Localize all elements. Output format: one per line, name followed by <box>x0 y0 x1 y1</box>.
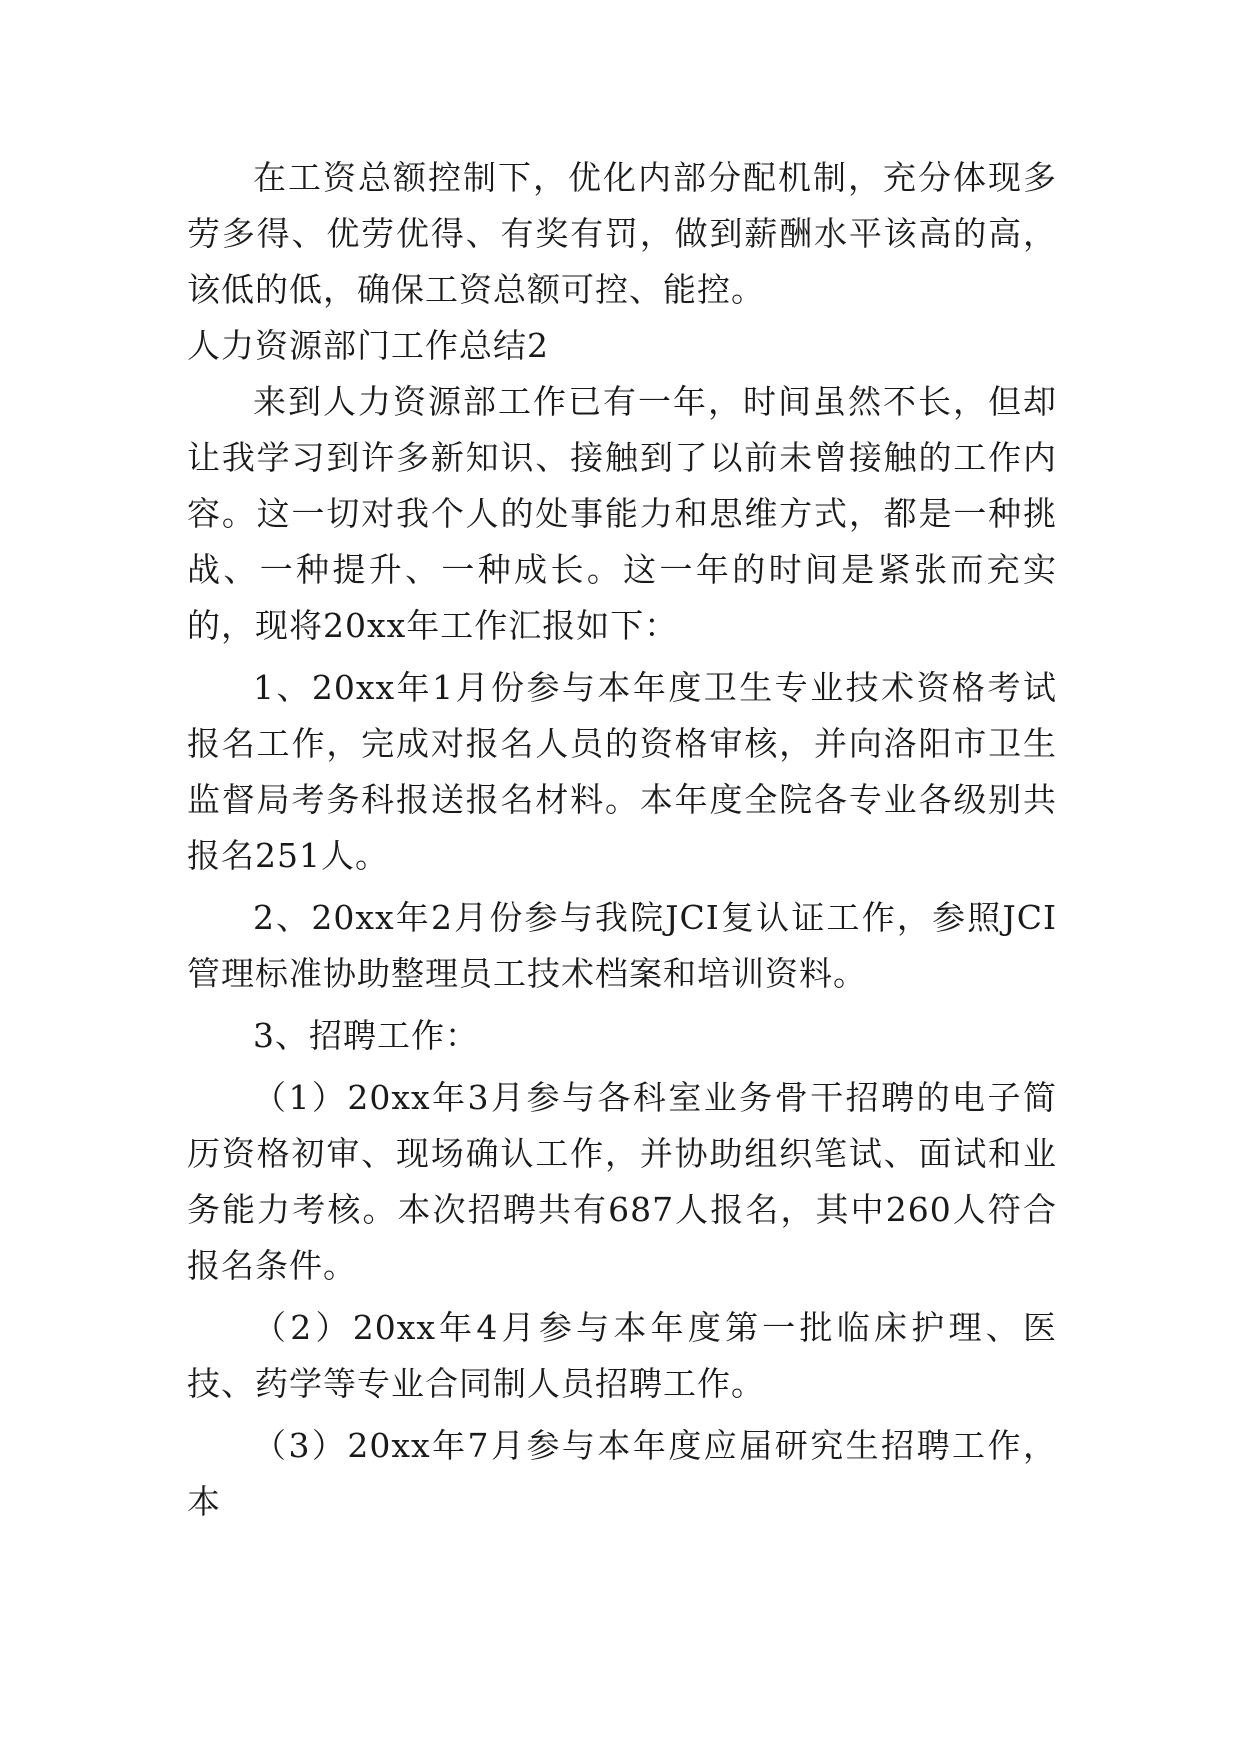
document-body <box>187 150 1057 1530</box>
list-item-3-3: （3）20xx年7月参与本年度应届研究生招聘工作，本 <box>187 1426 1057 1521</box>
list-item-3-1: （1）20xx年3月参与各科室业务骨干招聘的电子简历资格初审、现场确认工作，并协助组织笔试、面试和业务能力考核。本次招聘共有687人报名，其中260人符合报名条件。 <box>187 1078 1057 1285</box>
paragraph-intro: 在工资总额控制下，优化内部分配机制，充分体现多劳多得、优劳优得、有奖有罚，做到薪酬水平该高的高，该低的低，确保工资总额可控、能控。 <box>187 158 1057 309</box>
paragraph-opening: 来到人力资源部工作已有一年，时间虽然不长，但却让我学习到许多新知识、接触到了以前未曾接触的工作内容。这一切对我个人的处事能力和思维方式，都是一种挑战、一种提升、一种成长。这一年的时间是紧张而充实的，现将20xx年工作汇报如下： <box>187 382 1057 645</box>
list-item-3-2: （2）20xx年4月参与本年度第一批临床护理、医技、药学等专业合同制人员招聘工作。 <box>187 1308 1057 1403</box>
list-item-2: 2、20xx年2月份参与我院JCI复认证工作，参照JCI管理标准协助整理员工技术档案和培训资料。 <box>187 898 1057 993</box>
section-title: 人力资源部门工作总结2 <box>187 326 549 365</box>
list-item-1: 1、20xx年1月份参与本年度卫生专业技术资格考试报名工作，完成对报名人员的资格审核，并向洛阳市卫生监督局考务科报送报名材料。本年度全院各专业各级别共报名251人。 <box>187 668 1057 875</box>
list-item-3: 3、招聘工作： <box>253 1016 479 1055</box>
